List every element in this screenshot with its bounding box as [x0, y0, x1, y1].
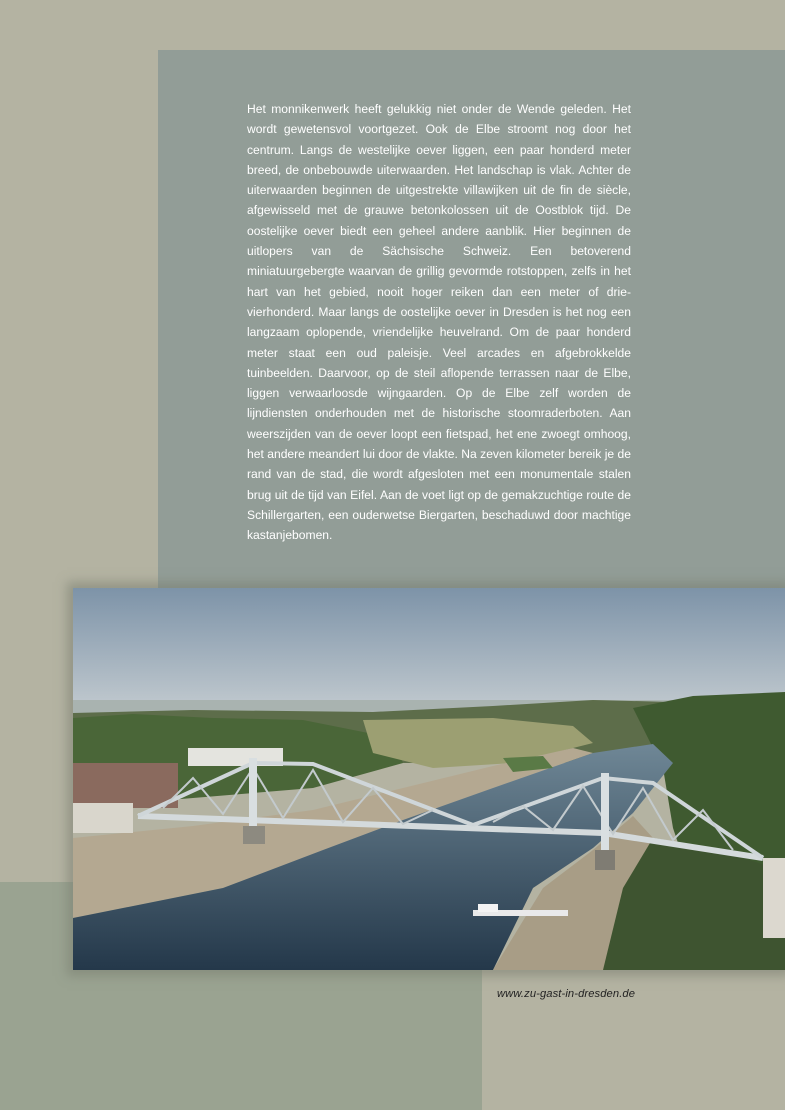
website-url: www.zu-gast-in-dresden.de	[497, 988, 636, 1000]
article-body-text: Het monnikenwerk heeft gelukkig niet onder de Wende geleden. Het wordt gewetensvol voortgezet. Ook de Elbe stroomt nog door het centrum. Langs de westelijke oever liggen, een paar honderd meter breed, de onbebouwde uiterwaarden. Het landschap is vlak. Achter de uiterwaarden beginnen de uitgestrekte villawijken uit de fin de siècle, afgewisseld met de grauwe betonkolossen uit de Oostblok tijd. De oostelijke oever biedt een geheel andere aanblik. Hier beginnen de uitlopers van de Sächsische Schweiz. Een betoverend miniatuurgebergte waarvan de grillig gevormde rotstoppen, zelfs in het hart van het gebied, nooit hoger reiken dan een meter of drievierhonderd. Maar langs de oostelijke oever in Dresden is het nog een langzaam oplopende, vriendelijke heuvelrand. Om de paar honderd meter staat een oud paleisje. Veel arcades en afgebrokkelde tuinbeelden. Daarvoor, op de steil aflopende terrassen naar de Elbe, liggen verwaarloosde wijngaarden. Op de Elbe zelf worden de lijndiensten onderhouden met de historische stoomraderboten. Aan weerszijden van de oever loopt een fietspad, het ene zwoegt omhoog, het andere meandert lui door de vlakte. Na zeven kilometer bereik je de rand van de stad, die wordt afgesloten met een monumentale stalen brug uit de tijd van Eifel. Aan de voet ligt op de gemakzuchtige route de Schillergarten, een ouderwetse Biergarten, beschaduwd door machtige kastanjebomen.	[247, 102, 631, 543]
bridge-photo	[73, 588, 785, 970]
